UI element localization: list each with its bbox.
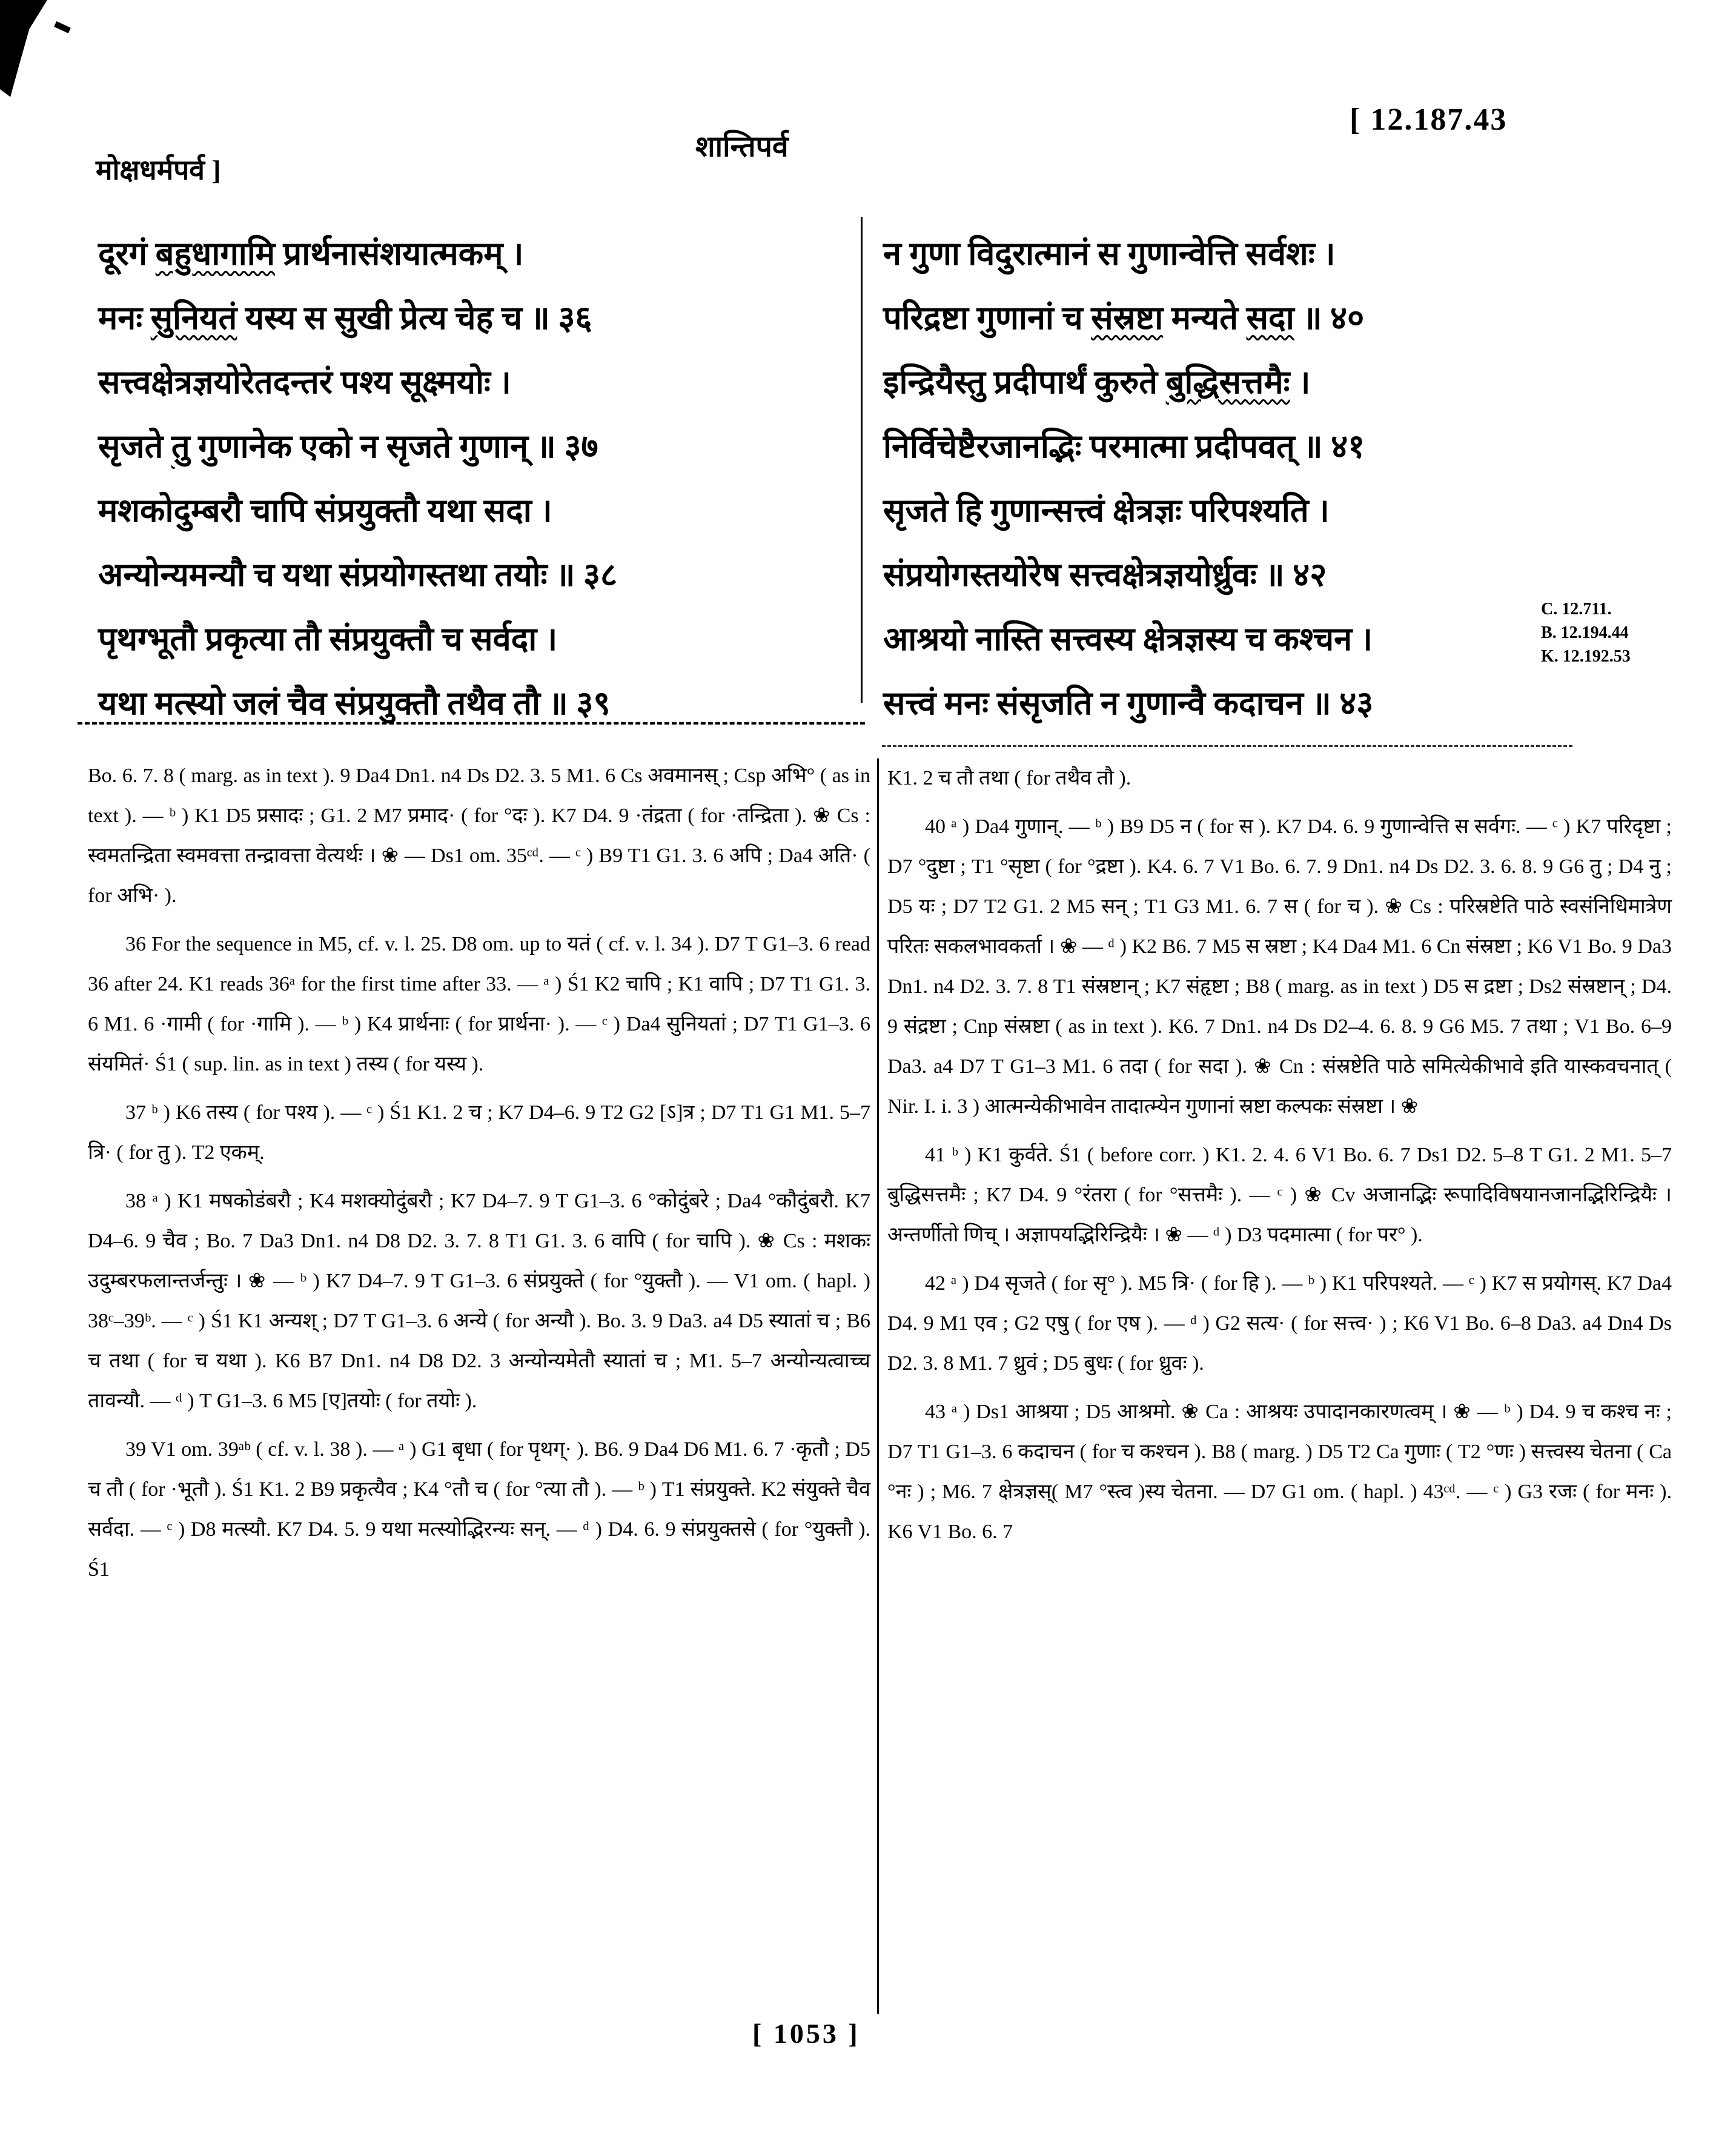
verse-line: अन्योन्यमन्यौ च यथा संप्रयोगस्तथा तयोः ॥ ३८: [98, 557, 618, 593]
verse-line: परिद्रष्टा गुणानां च संस्रष्टा मन्यते सदा ॥ ४०: [883, 300, 1365, 336]
verse-line: आश्रयो नास्ति सत्त्वस्य क्षेत्रज्ञस्य च कश्चन ।: [883, 621, 1373, 657]
apparatus-col-left: [88, 756, 870, 1598]
verse-line: यथा मत्स्यो जलं चैव संप्रयुक्तौ तथैव तौ ॥ ३९: [98, 685, 611, 722]
apparatus-paragraph: Bo. 6. 7. 8 ( marg. as in text ). 9 Da4 Dn1. n4 Ds D2. 3. 5 M1. 6 Cs अवमानस् ; Csp अभि° ( as in text ). — ᵇ ) K1 D5 प्रसादः ; G1. 2 M7 प्रमाद· ( for °दः ). K7 D4. 9 ·तंद्रता ( for ·तन्द्रिता ). ❀ Cs : स्वमतन्द्रिता स्वमवत्ता तन्द्रावत्ता वेत्यर्थः । ❀ — Ds1 om. 35ᶜᵈ. — ᶜ ) B9 T1 G1. 3. 6 अपि ; Da4 अति· ( for अभि· ).: [88, 765, 870, 907]
apparatus-paragraph: 43 ᵃ ) Ds1 आश्रया ; D5 आश्रमो. ❀ Ca : आश्रयः उपादानकारणत्वम् । ❀ — ᵇ ) D4. 9 च कश्च नः ; D7 T1 G1–3. 6 कदाचन ( for च कश्चन ). B8 ( marg. ) D5 T2 Ca गुणाः ( T2 °णः ) सत्त्वस्य चेतना ( Ca °नः ) ; M6. 7 क्षेत्रज्ञस्( M7 °स्त्व )स्य चेतना. — D7 G1 om. ( hapl. ) 43ᶜᵈ. — ᶜ ) G3 रजः ( for मनः ). K6 V1 Bo. 6. 7: [887, 1401, 1672, 1543]
verse-line: न गुणा विदुरात्मानं स गुणान्वेत्ति सर्वशः ।: [883, 236, 1336, 272]
scan-artifact-speck: [54, 21, 71, 33]
verse-line: मनः सुनियतं यस्य स सुखी प्रेत्य चेह च ॥ ३६: [98, 300, 592, 336]
separator-dashed-right: [882, 745, 1572, 747]
concordance-ref: B. 12.194.44: [1541, 623, 1629, 642]
apparatus-paragraph: 39 V1 om. 39ᵃᵇ ( cf. v. l. 38 ). — ᵃ ) G1 बृधा ( for पृथग्· ). B6. 9 Da4 D6 M1. 6. 7 ·कृतौ ; D5 च तौ ( for ·भूतौ ). Ś1 K1. 2 B9 प्रकृत्यैव ; K4 °तौ च ( for °त्या तौ ). — ᵇ ) T1 संप्रयुक्ते. K2 संयुक्ते चैव सर्वदा. — ᶜ ) D8 मत्स्यौ. K7 D4. 5. 9 यथा मत्स्योद्भिरन्यः सन्. — ᵈ ) D4. 6. 9 संप्रयुक्तसे ( for °युक्तौ ). Ś1: [88, 1438, 870, 1581]
verse-line: इन्द्रियैस्तु प्रदीपार्थं कुरुते बुद्धिसत्तमैः ।: [883, 364, 1311, 400]
apparatus-col-right: [887, 758, 1672, 1561]
verse-line: निर्विचेष्टैरजानद्भिः परमात्मा प्रदीपवत् ॥ ४१: [883, 428, 1365, 465]
apparatus-paragraph: 40 ᵃ ) Da4 गुणान्. — ᵇ ) B9 D5 न ( for स ). K7 D4. 6. 9 गुणान्वेत्ति स सर्वगः. — ᶜ ) K7 परिदृष्टा ; D7 °दुष्टा ; T1 °सृष्टा ( for °द्रष्टा ). K4. 6. 7 V1 Bo. 6. 7. 9 Dn1. n4 Ds D2. 3. 6. 8. 9 G6 तु ; D4 नु ; D5 यः ; D7 T2 G1. 2 M5 सन् ; T1 G3 M1. 6. 7 स ( for च ). ❀ Cs : परिस्रष्टेति पाठे स्वसंनिधिमात्रेण परितः सकलभावकर्ता । ❀ — ᵈ ) K2 B6. 7 M5 स स्रष्टा ; K4 Da4 M1. 6 Cn संस्रष्टा ; K6 V1 Bo. 9 Da3 Dn1. n4 D2. 3. 7. 8 T1 संस्रष्टान् ; K7 संहृष्टा ; B8 ( marg. as in text ) D5 स द्रष्टा ; Ds2 संस्रष्टान् ; D4. 9 संद्रष्टा ; Cnp संस्रष्टा ( as in text ). K6. 7 Dn1. n4 Ds D2–4. 6. 8. 9 G6 M5. 7 तथा ; V1 Bo. 6–9 Da3. a4 D7 T G1–3 M1. 6 तदा ( for सदा ). ❀ Cn : संस्रष्टेति पाठे समित्येकीभावे इति यास्कवचनात् ( Nir. I. i. 3 ) आत्मन्येकीभावेन तादात्म्येन गुणानां स्रष्टा कल्पकः संस्रष्टा । ❀: [887, 815, 1672, 1118]
running-title-left: मोक्षधर्मपर्व ]: [96, 154, 221, 185]
verse-line: सृजते तु गुणानेक एको न सृजते गुणान् ॥ ३७: [98, 428, 598, 465]
separator-dashed-left: [78, 722, 865, 725]
verse-line: मशकोदुम्बरौ चापि संप्रयुक्तौ यथा सदा ।: [98, 493, 552, 529]
scan-artifact-blob: [0, 0, 47, 97]
page-number: [ 1053 ]: [752, 2018, 860, 2049]
apparatus-paragraph: 41 ᵇ ) K1 कुर्वते. Ś1 ( before corr. ) K1. 2. 4. 6 V1 Bo. 6. 7 Ds1 D2. 5–8 T G1. 2 M1. 5–7 बुद्धिसत्तमैः ; K7 D4. 9 °रंतरा ( for °सत्तमैः ). — ᶜ ) ❀ Cv अजानद्भिः रूपादिविषयानजानद्भिरिन्द्रियैः । अन्तर्णीतो णिच् । अज्ञापयद्भिरिन्द्रियैः । ❀ — ᵈ ) D3 पदमात्मा ( for पर° ).: [887, 1144, 1672, 1246]
concordance-ref: K. 12.192.53: [1541, 647, 1631, 666]
verse-column-divider: [861, 217, 863, 703]
concordance-ref: C. 12.711.: [1541, 600, 1612, 619]
verse-reference: [ 12.187.43: [1350, 102, 1508, 137]
apparatus-paragraph: 42 ᵃ ) D4 सृजते ( for सृ° ). M5 त्रि· ( for हि ). — ᵇ ) K1 परिपश्यते. — ᶜ ) K7 स प्रयोगस्. K7 Da4 D4. 9 M1 एव ; G2 एषु ( for एष ). — ᵈ ) G2 सत्य· ( for सत्त्व· ) ; K6 V1 Bo. 6–8 Da3. a4 Dn4 Ds D2. 3. 8 M1. 7 ध्रुवं ; D5 बुधः ( for ध्रुवः ).: [887, 1272, 1672, 1375]
verse-line: सत्त्वक्षेत्रज्ञयोरेतदन्तरं पश्य सूक्ष्मयोः ।: [98, 364, 511, 400]
apparatus-paragraph: 36 For the sequence in M5, cf. v. l. 25. D8 om. up to यतं ( cf. v. l. 34 ). D7 T G1–3. 6 read 36 after 24. K1 reads 36ᵃ for the first time after 33. — ᵃ ) Ś1 K2 चापि ; K1 वापि ; D7 T1 G1. 3. 6 M1. 6 ·गामी ( for ·गामि ). — ᵇ ) K4 प्रार्थनाः ( for प्रार्थना· ). — ᶜ ) Da4 सुनियतां ; D7 T1 G1–3. 6 संयमितं· Ś1 ( sup. lin. as in text ) तस्य ( for यस्य ).: [88, 933, 870, 1075]
running-title-center: शान्तिपर्व: [695, 131, 789, 163]
verse-col-right: [883, 222, 1640, 735]
verse-line: दूरगं बहुधागामि प्रार्थनासंशयात्मकम् ।: [98, 236, 524, 272]
apparatus-paragraph: 37 ᵇ ) K6 तस्य ( for पश्य ). — ᶜ ) Ś1 K1. 2 च ; K7 D4–6. 9 T2 G2 [ऽ]त्र ; D7 T1 G1 M1. 5–7 त्रि· ( for तु ). T2 एकम्.: [88, 1101, 870, 1164]
apparatus-paragraph: 38 ᵃ ) K1 मषकोडंबरौ ; K4 मशक्योदुंबरौ ; K7 D4–7. 9 T G1–3. 6 °कोदुंबरे ; Da4 °कौदुंबरौ. K7 D4–6. 9 चैव ; Bo. 7 Da3 Dn1. n4 D8 D2. 3. 7. 8 T1 G1. 3. 6 वापि ( for चापि ). ❀ Cs : मशकः उदुम्बरफलान्तर्जन्तुः । ❀ — ᵇ ) K7 D4–7. 9 T G1–3. 6 संप्रयुक्ते ( for °युक्तौ ). — V1 om. ( hapl. ) 38ᶜ–39ᵇ. — ᶜ ) Ś1 K1 अन्यश् ; D7 T G1–3. 6 अन्ये ( for अन्यौ ). Bo. 3. 9 Da3. a4 D5 स्यातां च ; B6 च तथा ( for च यथा ). K6 B7 Dn1. n4 D8 D2. 3 अन्योन्यमेतौ स्यातां च ; M1. 5–7 अन्योन्यत्वाच्च तावन्यौ. — ᵈ ) T G1–3. 6 M5 [ए]तयोः ( for तयोः ).: [88, 1190, 870, 1412]
verse-line: पृथग्भूतौ प्रकृत्या तौ संप्रयुक्तौ च सर्वदा ।: [98, 621, 558, 657]
margin-concordance: [1541, 597, 1631, 668]
verse-line: सृजते हि गुणान्सत्त्वं क्षेत्रज्ञः परिपश्यति ।: [883, 493, 1330, 529]
apparatus-paragraph: K1. 2 च तौ तथा ( for तथैव तौ ).: [887, 767, 1131, 789]
verse-line: सत्त्वं मनः संसृजति न गुणान्वै कदाचन ॥ ४३: [883, 685, 1374, 722]
apparatus-column-divider: [877, 758, 879, 2014]
verse-col-left: [98, 222, 852, 735]
verse-line: संप्रयोगस्तयोरेष सत्त्वक्षेत्रज्ञयोर्ध्रुवः ॥ ४२: [883, 557, 1327, 593]
